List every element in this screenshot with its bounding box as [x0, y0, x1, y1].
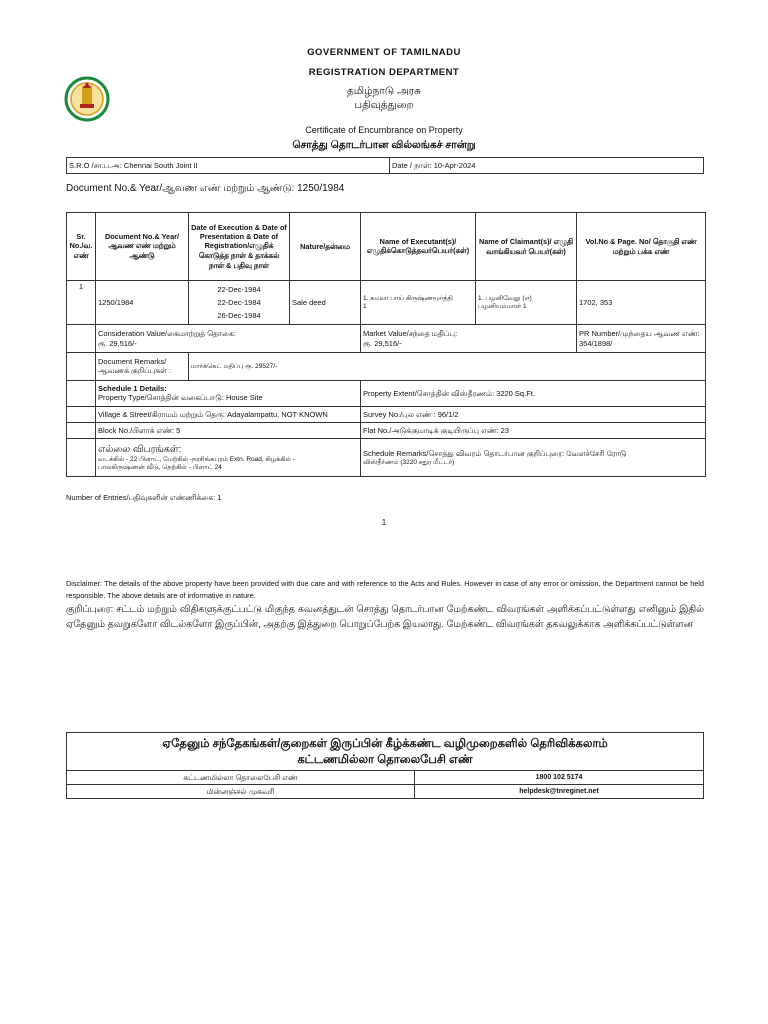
market-label: Market Value/சந்தை மதிப்பு: [363, 328, 458, 338]
col-header-document: Document No.& Year/ ஆவண எண் மற்றும் ஆண்டு [96, 213, 189, 281]
schedule-cell [96, 381, 361, 407]
certificate-title-tamil: சொத்து தொடர்பான வில்லங்கச் சான்று [292, 139, 476, 151]
empty-cell [67, 381, 96, 407]
disclaimer-tamil: குறிப்புரை: சட்டம் மற்றும் விதிகளுக்குட்பட்டு மிகுந்த கவனத்துடன் சொத்து தொடர்பான மேற்கண்ட விவரங்கள் அளிக்கப்பட்டுள்ளது எனினும் இதில் ஏதேனும் தவறுகளோ விடல்களோ இருப்பின், அதற்கு இத்துறை பொறுப்பேற்க இயலாது. மேற்கண்ட விவரங்கள் தகவலுக்காக அளிக்கப்பட்டுள்ளன [66, 604, 704, 630]
empty-cell [67, 353, 96, 381]
col-header-dates: Date of Execution & Date of Presentation & Date of Registration/எழுதிக் கொடுத்த நாள் & தாக்கல் நாள் & பதிவு நாள் [189, 213, 290, 281]
schedule-remarks-line-2: விஸ்தீர்ணம் (3220 சதுர மீட்டர்) [363, 458, 455, 466]
flat-number: Flat No./அடுக்குமாடிக் குடியிருப்பு எண்: 23 [361, 423, 706, 439]
encumbrance-table [66, 212, 706, 477]
cell-executant [361, 281, 476, 325]
consideration-cell [96, 325, 361, 353]
entries-count: Number of Entries/பதிவுகளின் எண்ணிக்கை: 1 [66, 493, 222, 502]
cell-sr: 1 [67, 281, 96, 325]
col-header-executant: Name of Executant(s)/ எழுதிக்கொடுத்தவர்பெயர்(கள்) [361, 213, 476, 281]
dept-title: REGISTRATION DEPARTMENT [308, 67, 460, 78]
pr-number-cell [577, 325, 706, 353]
survey-number: Survey No./புல எண் : 96/1/2 [361, 407, 706, 423]
block-number: Block No./பிளாக் எண்: 5 [96, 423, 361, 439]
col-header-claimant: Name of Claimant(s)/ எழுதி வாங்கியவர் பெயர்(கள்) [476, 213, 577, 281]
govt-title: GOVERNMENT OF TAMILNADU [307, 47, 461, 58]
claimant-name-2: பழனியம்மாள் 1 [478, 302, 527, 310]
helpline-table [66, 732, 704, 799]
schedule-title: Schedule 1 Details: [98, 384, 167, 393]
claimant-name: 1. பழனிவேலு (எ) [478, 294, 532, 302]
cell-nature: Sale deed [290, 281, 361, 325]
market-value-cell [361, 325, 577, 353]
phone-value: 1800 102 5174 [415, 771, 704, 785]
helpline-title: ஏதேனும் சந்தேகங்கள்/குறைகள் இருப்பின் கீழ்க்கண்ட வழிமுறைகளில் தெரிவிக்கலாம் [162, 737, 608, 750]
empty-cell [67, 423, 96, 439]
property-extent: Property Extent/சொத்தின் விஸ்தீரணம்: 3220 Sq.Ft. [361, 381, 706, 407]
property-type: Property Type/சொத்தின் வகைப்பாடு: House Site [98, 393, 263, 402]
date-registration: 26-Dec-1984 [217, 311, 261, 320]
cell-document: 1250/1984 [96, 281, 189, 325]
empty-cell [67, 439, 96, 477]
date-execution: 22-Dec-1984 [217, 285, 261, 294]
certificate-date: Date / நாள்: 10-Apr-2024 [390, 158, 704, 174]
schedule-remarks-cell [361, 439, 706, 477]
cell-volume: 1702, 353 [577, 281, 706, 325]
email-value: helpdesk@tnreginet.net [415, 785, 704, 799]
table-row [67, 281, 706, 325]
boundary-line-2: பாலகிருஷ்ணன் வீடு, தெற்கில் - பிளாட் 24 [98, 463, 222, 471]
village-street: Village & Street/கிராமம் மற்றும் தெரு: Adayalampattu, NOT KNOWN [96, 407, 361, 423]
pr-value: 354/1898/ [579, 339, 613, 348]
schedule-remarks-line-1: Schedule Remarks/சொத்து விவரம் தொடர்பான குறிப்புரை: வேளச்சேரி ரோடு [363, 448, 627, 458]
dept-title-tamil: பதிவுத்துறை [354, 99, 414, 111]
consideration-value: ரூ. 29,516/- [98, 338, 137, 348]
helpline-subtitle: கட்டணமில்லா தொலைபேசி எண் [297, 753, 473, 766]
col-header-nature: Nature/தன்மை [290, 213, 361, 281]
col-header-volume: Vol.No & Page. No/ தொகுதி எண் மற்றும் பக்க எண் [577, 213, 706, 281]
remarks-label: Document Remarks/ [98, 357, 167, 366]
consideration-label: Consideration Value/கைமாற்றுத் தொகை: [98, 328, 236, 338]
page-number: 1 [381, 518, 387, 527]
document-number-line [66, 183, 344, 195]
phone-label: கட்டணமில்லா தொலைபேசி எண் [67, 771, 415, 785]
market-value: ரூ. 29,516/- [363, 338, 402, 348]
sro-label: S.R.O /சா.ப.அ: Chennai South Joint II [67, 158, 390, 174]
col-header-sr: Sr. No./வ. எண் [67, 213, 96, 281]
disclaimer-english: Disclaimer: The details of the above property have been provided with due care and with reference to the Acts and Rules. However in case of any error or omission, the Department cannot be held responsible. The above details are of informative in nature. [66, 579, 704, 600]
email-label: மின்னஞ்சல் முகவரி [67, 785, 415, 799]
pr-label: PR Number/முந்தைய ஆவண எண்: [579, 329, 700, 338]
govt-title-tamil: தமிழ்நாடு அரசு [346, 85, 422, 97]
remarks-value: மார்க்கெட் மதிப்பு ரூ. 29527/- [189, 353, 706, 381]
date-presentation: 22-Dec-1984 [217, 298, 261, 307]
executant-name: 1. கமலா பாய் கிருஷ்ணமூர்த்தி [363, 295, 453, 302]
boundary-cell [96, 439, 361, 477]
cell-dates [189, 281, 290, 325]
document-number-value: 1250/1984 [297, 183, 345, 194]
cell-claimant [476, 281, 577, 325]
certificate-title: Certificate of Encumbrance on Property [305, 125, 463, 135]
empty-cell [67, 407, 96, 423]
helpline-title-cell [67, 733, 704, 771]
sro-table [66, 157, 704, 174]
document-number-label: Document No.& Year/ஆவண எண் மற்றும் ஆண்டு: [66, 183, 295, 194]
remarks-label-tamil: ஆவணக் குறிப்புகள் : [98, 366, 172, 375]
empty-cell [67, 325, 96, 353]
remarks-label-cell [96, 353, 189, 381]
executant-index: 1 [363, 303, 367, 310]
boundary-title: எல்லை விபரங்கள்: [98, 443, 182, 455]
boundary-line-1: வடக்கில் - 22 பிளாட், மேற்கில் -நரசிங்கபுரம் Extn. Road, கிழக்கில் - [98, 455, 295, 463]
